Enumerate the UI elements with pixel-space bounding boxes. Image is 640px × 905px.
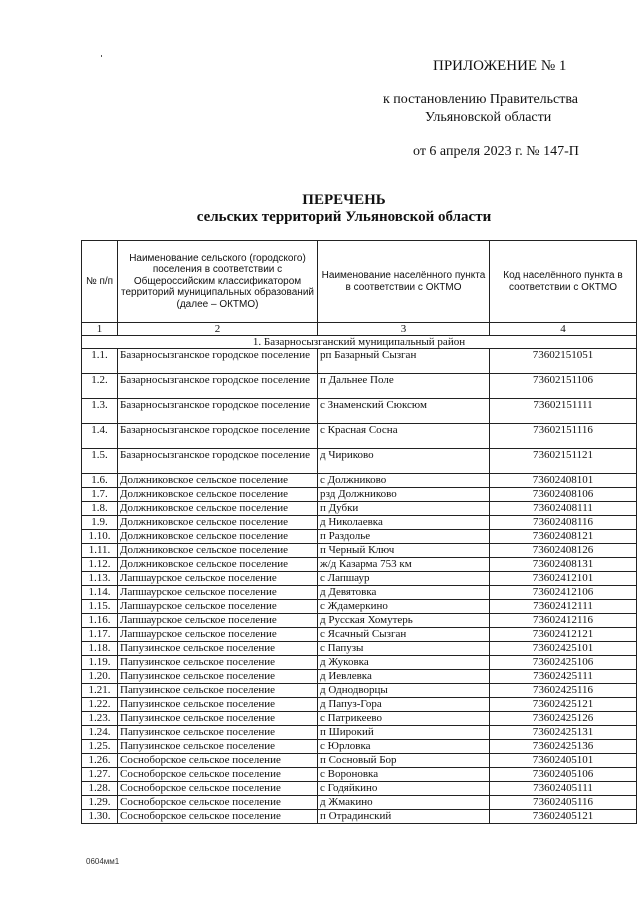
settlement-cell: Базарносызганское городское поселение [118,449,318,474]
table-row [82,424,637,449]
document-subtitle-wrap [0,209,640,226]
row-number: 1.14. [82,586,118,600]
code-cell: 73602408116 [490,516,637,530]
settlement-cell: Папузинское сельское поселение [118,740,318,754]
row-number: 1.6. [82,474,118,488]
row-number: 1.13. [82,572,118,586]
section-title: 1. Базарносызганский муниципальный район [82,336,637,349]
code-cell: 73602412101 [490,572,637,586]
code-cell: 73602425101 [490,642,637,656]
locality-cell: д Папуз-Гора [318,698,490,712]
code-cell: 73602412116 [490,614,637,628]
locality-cell: п Сосновый Бор [318,754,490,768]
row-number: 1.5. [82,449,118,474]
settlement-cell: Должниковское сельское поселение [118,516,318,530]
row-number: 1.7. [82,488,118,502]
table-row [82,488,637,502]
annex-line-decree: к постановлению Правительства [383,92,579,107]
settlement-cell: Папузинское сельское поселение [118,684,318,698]
footer-code: 0604мм1 [86,857,120,866]
annex-title: ПРИЛОЖЕНИЕ № 1 [433,58,567,74]
row-number: 1.28. [82,782,118,796]
table-row [82,558,637,572]
header-locality: Наименование населённого пункта в соответствии с ОКТМО [318,241,490,323]
locality-cell: п Отрадинский [318,810,490,824]
table-row [82,600,637,614]
settlement-cell: Должниковское сельское поселение [118,502,318,516]
table-row [82,474,637,488]
settlement-cell: Базарносызганское городское поселение [118,424,318,449]
code-cell: 73602425111 [490,670,637,684]
row-number: 1.1. [82,349,118,374]
code-cell: 73602408111 [490,502,637,516]
code-cell: 73602405106 [490,768,637,782]
row-number: 1.16. [82,614,118,628]
header-settlement: Наименование сельского (городского) поселения в соответствии с Общероссийским классификатором территорий муниципальных образований (далее – ОКТМО) [118,241,318,323]
table-row [82,712,637,726]
row-number: 1.10. [82,530,118,544]
table-row [82,796,637,810]
settlement-cell: Должниковское сельское поселение [118,558,318,572]
code-cell: 73602405101 [490,754,637,768]
table-header-row [82,241,637,323]
table-row [82,628,637,642]
column-number: 4 [490,323,637,336]
locality-cell: д Иевлевка [318,670,490,684]
settlement-cell: Папузинское сельское поселение [118,642,318,656]
code-cell: 73602425131 [490,726,637,740]
row-number: 1.8. [82,502,118,516]
settlement-cell: Должниковское сельское поселение [118,488,318,502]
row-number: 1.27. [82,768,118,782]
code-cell: 73602405116 [490,796,637,810]
locality-cell: с Красная Сосна [318,424,490,449]
settlement-cell: Сосноборское сельское поселение [118,782,318,796]
code-cell: 73602151051 [490,349,637,374]
settlement-cell: Лапшаурское сельское поселение [118,628,318,642]
column-number: 3 [318,323,490,336]
settlement-cell: Базарносызганское городское поселение [118,374,318,399]
code-cell: 73602405111 [490,782,637,796]
settlement-cell: Сосноборское сельское поселение [118,768,318,782]
code-cell: 73602151121 [490,449,637,474]
annex-line-region: Ульяновской области [425,110,552,125]
scan-dot [101,55,102,57]
locality-cell: д Николаевка [318,516,490,530]
locality-cell: рзд Должниково [318,488,490,502]
table-row [82,684,637,698]
settlement-cell: Папузинское сельское поселение [118,698,318,712]
code-cell: 73602408106 [490,488,637,502]
row-number: 1.17. [82,628,118,642]
row-number: 1.29. [82,796,118,810]
table-row [82,516,637,530]
code-cell: 73602408121 [490,530,637,544]
table-row [82,698,637,712]
settlement-cell: Лапшаурское сельское поселение [118,614,318,628]
locality-cell: с Юрловка [318,740,490,754]
row-number: 1.23. [82,712,118,726]
code-cell: 73602425126 [490,712,637,726]
settlement-cell: Должниковское сельское поселение [118,544,318,558]
code-cell: 73602151106 [490,374,637,399]
settlement-cell: Папузинское сельское поселение [118,712,318,726]
row-number: 1.26. [82,754,118,768]
table-row [82,349,637,374]
settlement-cell: Сосноборское сельское поселение [118,796,318,810]
table-row [82,740,637,754]
code-cell: 73602412106 [490,586,637,600]
settlement-cell: Должниковское сельское поселение [118,474,318,488]
locality-cell: д Русская Хомутерь [318,614,490,628]
table-row [82,374,637,399]
row-number: 1.15. [82,600,118,614]
settlement-cell: Лапшаурское сельское поселение [118,586,318,600]
settlement-cell: Лапшаурское сельское поселение [118,572,318,586]
locality-cell: п Дубки [318,502,490,516]
settlement-cell: Сосноборское сельское поселение [118,810,318,824]
code-cell: 73602408126 [490,544,637,558]
annex-line-date-number: от 6 апреля 2023 г. № 147-П [413,144,579,159]
row-number: 1.12. [82,558,118,572]
table-row [82,544,637,558]
code-cell: 73602412111 [490,600,637,614]
territories-table [81,240,637,824]
code-cell: 73602151116 [490,424,637,449]
code-cell: 73602405121 [490,810,637,824]
table-row [82,810,637,824]
row-number: 1.30. [82,810,118,824]
settlement-cell: Сосноборское сельское поселение [118,754,318,768]
settlement-cell: Папузинское сельское поселение [118,726,318,740]
document-title: ПЕРЕЧЕНЬ [302,192,386,208]
locality-cell: с Вороновка [318,768,490,782]
row-number: 1.22. [82,698,118,712]
locality-cell: п Черный Ключ [318,544,490,558]
locality-cell: с Ясачный Сызган [318,628,490,642]
document-subtitle: сельских территорий Ульяновской области [196,209,492,225]
table-row [82,642,637,656]
header-number: № п/п [82,241,118,323]
table-row [82,656,637,670]
locality-cell: п Широкий [318,726,490,740]
row-number: 1.19. [82,656,118,670]
code-cell: 73602425116 [490,684,637,698]
code-cell: 73602151111 [490,399,637,424]
column-number: 1 [82,323,118,336]
table-row [82,586,637,600]
settlement-cell: Базарносызганское городское поселение [118,399,318,424]
locality-cell: с Знаменский Сюксюм [318,399,490,424]
header-code: Код населённого пункта в соответствии с ОКТМО [490,241,637,323]
locality-cell: ж/д Казарма 753 км [318,558,490,572]
settlement-cell: Базарносызганское городское поселение [118,349,318,374]
locality-cell: рп Базарный Сызган [318,349,490,374]
table-row [82,670,637,684]
locality-cell: с Лапшаур [318,572,490,586]
locality-cell: д Жмакино [318,796,490,810]
row-number: 1.11. [82,544,118,558]
settlement-cell: Папузинское сельское поселение [118,656,318,670]
table-row [82,530,637,544]
table-row [82,782,637,796]
document-title-wrap [0,192,640,209]
row-number: 1.4. [82,424,118,449]
locality-cell: д Жуковка [318,656,490,670]
locality-cell: с Патрикеево [318,712,490,726]
column-number: 2 [118,323,318,336]
locality-cell: д Однодворцы [318,684,490,698]
settlement-cell: Папузинское сельское поселение [118,670,318,684]
table-row [82,449,637,474]
section-row [82,336,637,349]
row-number: 1.18. [82,642,118,656]
locality-cell: с Должниково [318,474,490,488]
locality-cell: с Ждамеркино [318,600,490,614]
row-number: 1.9. [82,516,118,530]
table-row [82,726,637,740]
row-number: 1.25. [82,740,118,754]
row-number: 1.21. [82,684,118,698]
locality-cell: с Годяйкино [318,782,490,796]
locality-cell: д Девятовка [318,586,490,600]
table-row [82,614,637,628]
locality-cell: д Чириково [318,449,490,474]
table-row [82,502,637,516]
settlement-cell: Лапшаурское сельское поселение [118,600,318,614]
row-number: 1.3. [82,399,118,424]
locality-cell: с Папузы [318,642,490,656]
code-cell: 73602425106 [490,656,637,670]
table-row [82,768,637,782]
code-cell: 73602408131 [490,558,637,572]
row-number: 1.20. [82,670,118,684]
code-cell: 73602412121 [490,628,637,642]
locality-cell: п Дальнее Поле [318,374,490,399]
table-row [82,399,637,424]
code-cell: 73602425121 [490,698,637,712]
code-cell: 73602408101 [490,474,637,488]
table-row [82,754,637,768]
table-row [82,572,637,586]
locality-cell: п Раздолье [318,530,490,544]
row-number: 1.2. [82,374,118,399]
row-number: 1.24. [82,726,118,740]
code-cell: 73602425136 [490,740,637,754]
column-number-row [82,323,637,336]
settlement-cell: Должниковское сельское поселение [118,530,318,544]
